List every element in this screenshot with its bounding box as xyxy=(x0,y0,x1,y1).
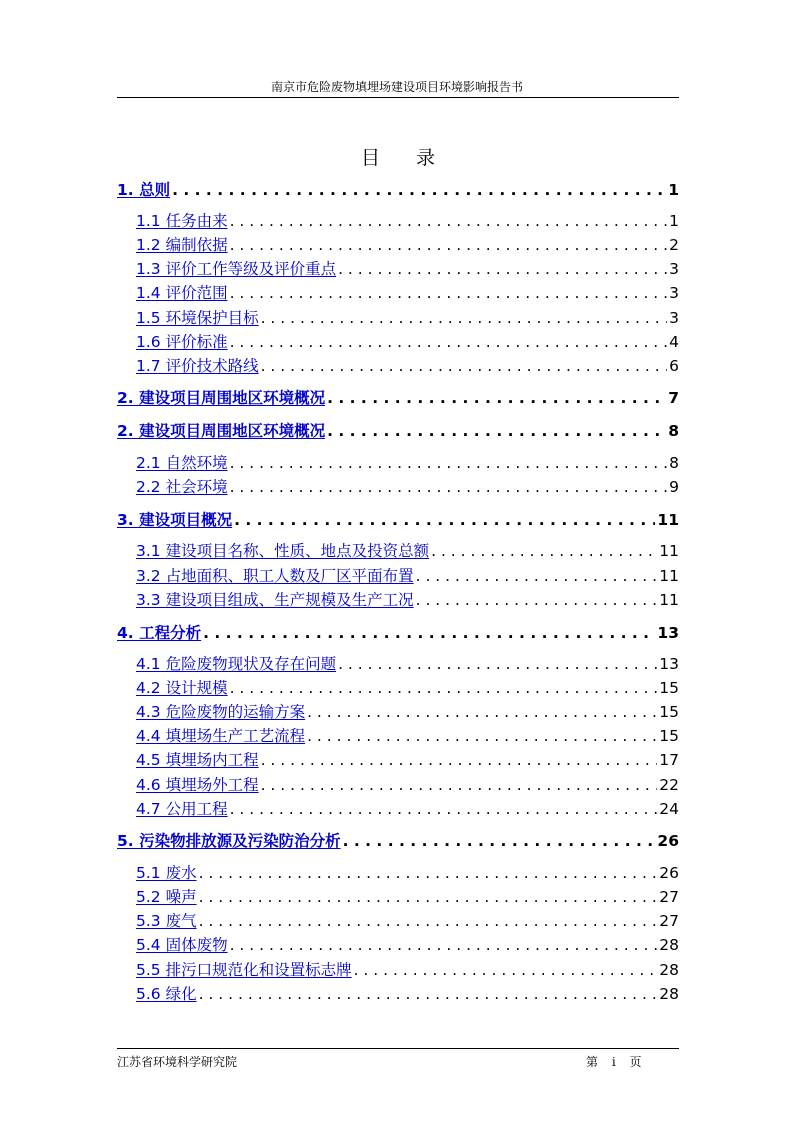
toc-entry-section xyxy=(117,885,679,907)
toc-dot-leader xyxy=(343,832,656,850)
toc-page-number: 11 xyxy=(659,542,679,560)
toc-page-number: 15 xyxy=(659,727,679,745)
toc-entry-section xyxy=(117,588,679,610)
toc-entry-link[interactable]: 4.4 填埋场生产工艺流程 xyxy=(136,727,306,745)
toc-page-number: 26 xyxy=(657,832,679,850)
toc-entry-link[interactable]: 1.6 评价标准 xyxy=(136,333,228,351)
toc-entry-link[interactable]: 2.1 自然环境 xyxy=(136,454,228,472)
toc-page-number: 17 xyxy=(659,751,679,769)
toc-dot-leader xyxy=(230,478,668,496)
toc-page-number: 8 xyxy=(669,454,679,472)
toc-page-number: 13 xyxy=(659,655,679,673)
footer-page-prefix: 第 xyxy=(586,1055,599,1069)
toc-dot-leader xyxy=(230,284,668,302)
footer-page-indicator xyxy=(586,1053,652,1070)
toc-entry-section xyxy=(117,539,679,561)
toc-entry-link[interactable]: 3.3 建设项目组成、生产规模及生产工况 xyxy=(136,591,414,609)
toc-page-number: 22 xyxy=(659,776,679,794)
toc-entry-chapter xyxy=(117,621,679,643)
toc-page-number: 26 xyxy=(659,864,679,882)
toc-dot-leader xyxy=(307,727,657,745)
toc-entry-section xyxy=(117,652,679,674)
footer-divider xyxy=(117,1048,679,1049)
toc-dot-leader xyxy=(354,961,658,979)
toc-entry-section xyxy=(117,306,679,328)
toc-entry-link[interactable]: 4.7 公用工程 xyxy=(136,800,228,818)
toc-entry-link[interactable]: 3. 建设项目概况 xyxy=(117,511,233,529)
toc-entry-section xyxy=(117,861,679,883)
toc-dot-leader xyxy=(338,260,667,278)
toc-entry-chapter xyxy=(117,829,679,851)
toc-dot-leader xyxy=(416,567,658,585)
toc-page-number: 3 xyxy=(669,260,679,278)
toc-entry-section xyxy=(117,933,679,955)
toc-entry-section xyxy=(117,700,679,722)
toc-entry-link[interactable]: 4.6 填埋场外工程 xyxy=(136,776,259,794)
toc-entry-link[interactable]: 4.3 危险废物的运输方案 xyxy=(136,703,306,721)
toc-page-number: 15 xyxy=(659,679,679,697)
toc-entry-section xyxy=(117,257,679,279)
toc-entry-link[interactable]: 5.6 绿化 xyxy=(136,985,197,1003)
toc-entry-chapter xyxy=(117,178,679,200)
toc-dot-leader xyxy=(199,888,658,906)
toc-dot-leader xyxy=(261,309,668,327)
toc-dot-leader xyxy=(431,542,657,560)
toc-entry-link[interactable]: 1.3 评价工作等级及评价重点 xyxy=(136,260,337,278)
toc-dot-leader xyxy=(307,703,657,721)
toc-entry-link[interactable]: 1.4 评价范围 xyxy=(136,284,228,302)
toc-dot-leader xyxy=(327,389,666,407)
toc-entry-link[interactable]: 2.2 社会环境 xyxy=(136,478,228,496)
header-divider xyxy=(117,97,679,98)
footer-page-suffix: 页 xyxy=(629,1055,642,1069)
toc-page-number: 28 xyxy=(659,936,679,954)
toc-entry-link[interactable]: 3.2 占地面积、职工人数及厂区平面布置 xyxy=(136,567,414,585)
toc-dot-leader xyxy=(230,800,658,818)
toc-entry-link[interactable]: 4. 工程分析 xyxy=(117,624,202,642)
toc-dot-leader xyxy=(230,454,668,472)
toc-entry-section xyxy=(117,797,679,819)
toc-page-number: 11 xyxy=(657,511,679,529)
toc-dot-leader xyxy=(338,655,657,673)
toc-entry-link[interactable]: 1.5 环境保护目标 xyxy=(136,309,259,327)
toc-entry-section xyxy=(117,233,679,255)
toc-title: 目录 xyxy=(360,147,471,169)
toc-dot-leader xyxy=(199,912,658,930)
toc-page-number: 28 xyxy=(659,985,679,1003)
page-header-title: 南京市危险废物填埋场建设项目环境影响报告书 xyxy=(270,80,523,94)
toc-page-number: 11 xyxy=(659,591,679,609)
toc-page-number: 13 xyxy=(657,624,679,642)
toc-page-number: 2 xyxy=(669,236,679,254)
toc-entry-section xyxy=(117,564,679,586)
toc-entry-link[interactable]: 5. 污染物排放源及污染防治分析 xyxy=(117,832,341,850)
toc-entry-section xyxy=(117,354,679,376)
toc-page-number: 11 xyxy=(659,567,679,585)
toc-dot-leader xyxy=(234,511,655,529)
toc-entry-section xyxy=(117,475,679,497)
toc-entry-link[interactable]: 3.1 建设项目名称、性质、地点及投资总额 xyxy=(136,542,430,560)
toc-page-number: 8 xyxy=(668,422,679,440)
toc-dot-leader xyxy=(199,985,658,1003)
toc-entry-link[interactable]: 2. 建设项目周围地区环境概况 xyxy=(117,422,326,440)
toc-entry-section xyxy=(117,909,679,931)
toc-entry-link[interactable]: 5.4 固体废物 xyxy=(136,936,228,954)
toc-entry-chapter xyxy=(117,386,679,408)
toc-page-number: 9 xyxy=(669,478,679,496)
toc-dot-leader xyxy=(416,591,658,609)
toc-entry-link[interactable]: 1.7 评价技术路线 xyxy=(136,357,259,375)
toc-entry-link[interactable]: 4.5 填埋场内工程 xyxy=(136,751,259,769)
toc-dot-leader xyxy=(327,422,666,440)
toc-dot-leader xyxy=(261,776,658,794)
toc-entry-section xyxy=(117,724,679,746)
footer-page-number: i xyxy=(611,1055,616,1069)
footer-organization: 江苏省环境科学研究院 xyxy=(117,1055,238,1069)
toc-page-number: 28 xyxy=(659,961,679,979)
toc-entry-link[interactable]: 1.1 任务由来 xyxy=(136,212,228,230)
toc-entry-section xyxy=(117,676,679,698)
toc-entry-link[interactable]: 4.2 设计规模 xyxy=(136,679,228,697)
toc-page-number: 1 xyxy=(668,181,679,199)
toc-dot-leader xyxy=(230,679,658,697)
toc-page-number: 7 xyxy=(668,389,679,407)
toc-entry-section xyxy=(117,982,679,1004)
toc-entry-link[interactable]: 5.3 废气 xyxy=(136,912,197,930)
toc-entry-link[interactable]: 5.5 排污口规范化和设置标志牌 xyxy=(136,961,352,979)
toc-entry-link[interactable]: 4.1 危险废物现状及存在问题 xyxy=(136,655,337,673)
toc-dot-leader xyxy=(203,624,655,642)
toc-page-number: 1 xyxy=(669,212,679,230)
toc-page-number: 6 xyxy=(669,357,679,375)
toc-page-number: 15 xyxy=(659,703,679,721)
toc-entry-section xyxy=(117,748,679,770)
toc-entry-link[interactable]: 5.2 噪声 xyxy=(136,888,197,906)
toc-page-number: 3 xyxy=(669,309,679,327)
toc-entry-link[interactable]: 1.2 编制依据 xyxy=(136,236,228,254)
toc-entry-link[interactable]: 5.1 废水 xyxy=(136,864,197,882)
toc-entry-section xyxy=(117,451,679,473)
toc-page-number: 4 xyxy=(669,333,679,351)
toc-page-number: 3 xyxy=(669,284,679,302)
toc-dot-leader xyxy=(230,212,668,230)
toc-page-number: 27 xyxy=(659,912,679,930)
toc-entry-section xyxy=(117,773,679,795)
toc-entry-chapter xyxy=(117,419,679,441)
toc-dot-leader xyxy=(261,357,668,375)
toc-dot-leader xyxy=(172,181,666,199)
toc-page-number: 27 xyxy=(659,888,679,906)
toc-page-number: 24 xyxy=(659,800,679,818)
toc-dot-leader xyxy=(230,236,668,254)
toc-entry-link[interactable]: 1. 总则 xyxy=(117,181,171,199)
toc-dot-leader xyxy=(230,333,668,351)
toc-entry-section xyxy=(117,209,679,231)
toc-entry-section xyxy=(117,958,679,980)
toc-entry-section xyxy=(117,330,679,352)
toc-entry-section xyxy=(117,281,679,303)
toc-dot-leader xyxy=(261,751,658,769)
toc-entry-chapter xyxy=(117,508,679,530)
toc-dot-leader xyxy=(199,864,658,882)
toc-entry-link[interactable]: 2. 建设项目周围地区环境概况 xyxy=(117,389,326,407)
toc-dot-leader xyxy=(230,936,658,954)
